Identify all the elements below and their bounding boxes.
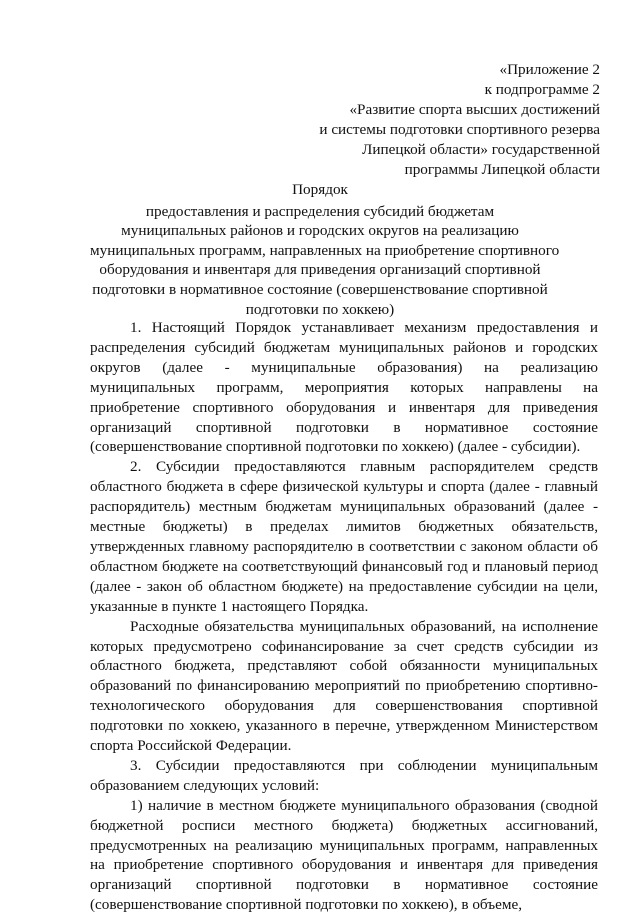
title-line: подготовки по хоккею) <box>245 300 395 318</box>
title-line: муниципальных программ, направленных на приобретение спортивного <box>90 241 560 259</box>
title-line: оборудования и инвентаря для приведения организаций спортивной <box>99 261 541 279</box>
appendix-line: программы Липецкой области <box>404 161 600 178</box>
title-line: предоставления и распределения субсидий бюджетам <box>145 202 495 220</box>
appendix-line: «Развитие спорта высших достижений <box>349 101 600 118</box>
document-title <box>90 180 560 319</box>
document-body <box>90 318 598 915</box>
title-line: подготовки в нормативное состояние (совершенствование спортивной <box>92 280 548 298</box>
paragraph-2-obligations: Расходные обязательства муниципальных образований, на исполнение которых предусмотрено софинансирование за счет средств субсидии из областного бюджета, представляют собой обязанности муниципальных образований по финансированию мероприятий по приобретению спортивно-технологического оборудования для совершенствования спортивной подготовки по хоккею, указанного в перечне, утвержденном Министерством спорта Российской Федерации. <box>90 617 598 755</box>
paragraph-3-item-1: 1) наличие в местном бюджете муниципального образования (сводной бюджетной росписи местного бюджета) бюджетных ассигнований, предусмотренных на реализацию муниципальных программ, направленных на приобретение спортивного оборудования и инвентаря для приведения организаций спортивной подготовки в нормативное состояние (совершенствование спортивной подготовки по хоккею), в объеме, <box>90 796 598 914</box>
appendix-line: к подпрограмме 2 <box>484 81 600 98</box>
appendix-line: «Приложение 2 <box>499 61 600 78</box>
appendix-line: и системы подготовки спортивного резерва <box>319 121 600 138</box>
paragraph-1: 1. Настоящий Порядок устанавливает механизм предоставления и распределения субсидий бюджетам муниципальных районов и городских округов (далее - муниципальные образования) на реализацию муниципальных программ, мероприятия которых направлены на приобретение спортивного оборудования и инвентаря для приведения организаций спортивной подготовки в нормативное состояние (совершенствование спортивной подготовки по хоккею) (далее - субсидии). <box>90 319 598 456</box>
title-heading: Порядок <box>292 181 348 198</box>
appendix-reference <box>280 60 600 180</box>
paragraph-3: 3. Субсидии предоставляются при соблюдении муниципальным образованием следующих условий: <box>90 756 598 794</box>
paragraph-2: 2. Субсидии предоставляются главным распорядителем средств областного бюджета в сфере физической культуры и спорта (далее - главный распорядитель) местным бюджетам муниципальных образований (далее - местные бюджеты) в пределах лимитов бюджетных обязательств, утвержденных главному распорядителю в соответствии с законом области об областном бюджете на соответствующий финансовый год и плановый период (далее - закон об областном бюджете) на предоставление субсидии на цели, указанные в пункте 1 настоящего Порядка. <box>90 458 598 615</box>
appendix-line: Липецкой области» государственной <box>362 141 600 158</box>
title-line: муниципальных районов и городских округов на реализацию <box>121 222 519 240</box>
